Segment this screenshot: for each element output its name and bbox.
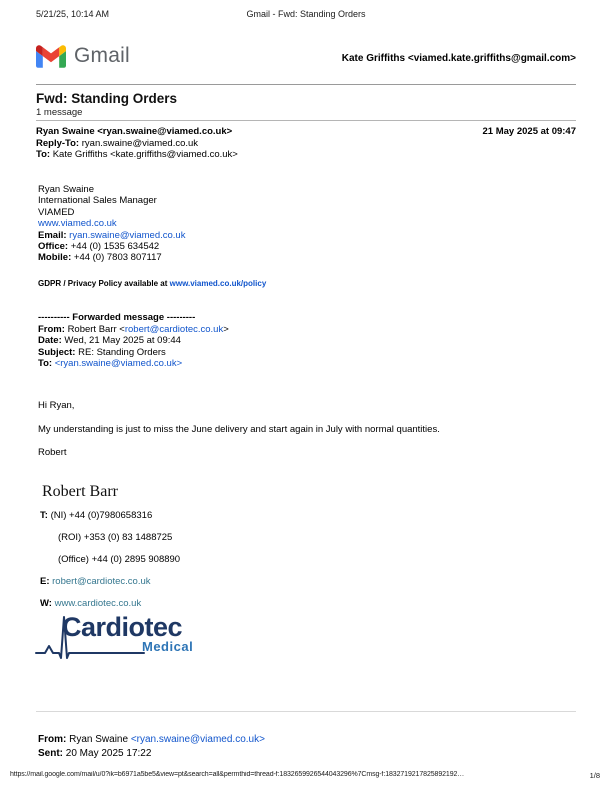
original-sent-line (38, 748, 151, 759)
forwarded-from-line (38, 324, 229, 336)
robert-web-line (40, 598, 141, 609)
signature-company: VIAMED (38, 206, 75, 218)
forwarded-subject-value: RE: Standing Orders (78, 346, 166, 358)
thread-subject: Fwd: Standing Orders (36, 91, 178, 106)
reply-to-label: Reply-To: (36, 137, 80, 149)
forwarded-divider: ---------- Forwarded message --------- (38, 312, 196, 323)
robert-tel-office-line: (Office) +44 (0) 2895 908890 (58, 554, 181, 565)
gdpr-text: GDPR / Privacy Policy available at (38, 279, 168, 288)
gdpr-line (38, 279, 266, 288)
print-header-datetime: 5/21/25, 10:14 AM (36, 9, 110, 19)
signature-job-title: International Sales Manager (38, 195, 157, 207)
office-label: Office: (38, 241, 69, 253)
body-paragraph: My understanding is just to miss the June delivery and start again in July with normal quantities. (38, 424, 440, 435)
robert-tel-ni-line (40, 510, 152, 521)
to-value: Kate Griffiths <kate.griffiths@viamed.co.uk> (52, 149, 238, 160)
message-to (36, 149, 238, 160)
robert-cardiotec-email-link[interactable]: robert@cardiotec.co.uk (52, 576, 151, 587)
gmail-m-icon (36, 45, 66, 68)
robert-tel-roi-line: (ROI) +353 (0) 83 1488725 (58, 532, 173, 543)
forwarded-date-value: Wed, 21 May 2025 at 09:44 (64, 335, 181, 347)
thread-message-count: 1 message (36, 107, 83, 118)
original-sent-label: Sent: (38, 748, 63, 759)
tel-label: T: (40, 510, 48, 521)
mobile-label: Mobile: (38, 252, 72, 264)
robert-web-label: W: (40, 598, 52, 609)
mobile-number: +44 (0) 7803 807117 (73, 252, 162, 264)
forwarded-to-line (38, 358, 229, 370)
signature-office-line (38, 241, 185, 252)
original-from-label: From: (38, 734, 67, 745)
original-from-name: Ryan Swaine (69, 734, 131, 745)
original-from-email-link[interactable]: <ryan.swaine@viamed.co.uk> (130, 734, 265, 745)
message-reply-to (36, 138, 198, 149)
forwarded-subject-label: Subject: (38, 346, 76, 358)
body-signoff: Robert (38, 447, 67, 458)
signature-mobile-line (38, 252, 185, 263)
robert-email-line (40, 576, 151, 587)
signature-email-line (38, 230, 185, 241)
forwarded-date-label: Date: (38, 335, 62, 347)
to-label: To: (36, 149, 51, 160)
message-date: 21 May 2025 at 09:47 (482, 126, 576, 137)
forwarded-header (38, 312, 229, 370)
tel-ni: (NI) +44 (0)7980658316 (50, 510, 153, 521)
robert-email-link[interactable]: robert@cardiotec.co.uk (124, 323, 224, 335)
message-from: Ryan Swaine <ryan.swaine@viamed.co.uk> (36, 126, 233, 137)
cardiotec-brand-text: Cardiotec (62, 612, 183, 642)
ryan-email-link[interactable]: ryan.swaine@viamed.co.uk (69, 229, 186, 241)
header-divider (36, 84, 576, 85)
signature-name: Ryan Swaine (38, 184, 94, 195)
forwarded-to-email-link[interactable]: <ryan.swaine@viamed.co.uk> (54, 358, 183, 370)
cardiotec-medical-text: Medical (142, 639, 194, 654)
print-footer-url: https://mail.google.com/mail/u/0?ik=b6971a5be5&view=pt&search=all&permthid=thread-f:1832659926544043296%7Cmsg-f:1832719217825892192… (10, 771, 465, 778)
account-identity: Kate Griffiths <viamed.kate.griffiths@gmail.com> (341, 53, 576, 64)
original-message-divider (36, 711, 576, 712)
robert-name: Robert Barr (42, 483, 118, 500)
body-greeting: Hi Ryan, (38, 400, 75, 411)
office-number: +44 (0) 1535 634542 (70, 241, 160, 253)
gdpr-policy-link[interactable]: www.viamed.co.uk/policy (169, 279, 267, 288)
thread-divider (36, 120, 576, 121)
forwarded-from-label: From: (38, 323, 65, 335)
print-footer-page-number: 1/8 (589, 771, 600, 780)
forwarded-to-label: To: (38, 358, 53, 370)
cardiotec-logo (35, 612, 215, 668)
gmail-logo (36, 44, 130, 68)
forwarded-from-name: Robert Barr < (67, 323, 125, 335)
ryan-signature (38, 184, 185, 264)
forwarded-subject-line (38, 347, 229, 359)
cardiotec-website-link[interactable]: www.cardiotec.co.uk (54, 598, 142, 609)
print-header-title: Gmail - Fwd: Standing Orders (246, 9, 366, 19)
email-label: Email: (38, 229, 67, 241)
forwarded-from-close: > (223, 323, 229, 335)
viamed-website-link[interactable]: www.viamed.co.uk (38, 218, 117, 230)
forwarded-date-line (38, 335, 229, 347)
reply-to-value: ryan.swaine@viamed.co.uk (81, 137, 199, 149)
original-from-line (38, 734, 265, 745)
robert-email-label: E: (40, 576, 50, 587)
original-sent-value: 20 May 2025 17:22 (65, 748, 152, 759)
gmail-wordmark: Gmail (74, 44, 130, 67)
